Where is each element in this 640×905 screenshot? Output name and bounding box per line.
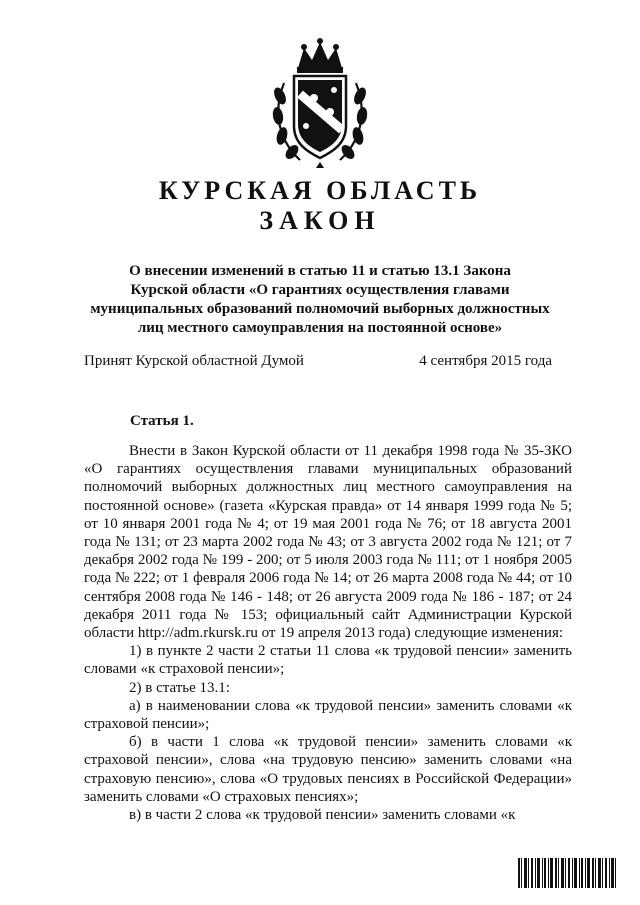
- law-title-line: муниципальных образований полномочий выборных должностных: [90, 301, 550, 317]
- adopted-by: Принят Курской областной Думой: [84, 353, 304, 369]
- article-paragraph: 2) в статье 13.1:: [129, 679, 230, 696]
- article-paragraph: в) в части 2 слова «к трудовой пенсии» заменить словами «к: [129, 807, 516, 824]
- region-name: КУРСКАЯ ОБЛАСТЬ: [158, 176, 482, 205]
- adoption-date: 4 сентября 2015 года: [419, 353, 552, 369]
- article-paragraph: Внести в Закон Курской области от 11 декабря 1998 года № 35-ЗКО «О гарантиях осуществления главами муниципальных образований полномочий выборных должностных лиц местного самоуправления на постоянной основе» (газета «Курская правда» от 14 января 1999 года № 5; от 10 января 2001 года № 4; от 19 мая 2001 года № 76; от 18 августа 2001 года № 131; от 23 марта 2002 года № 43; от 3 августа 2002 года № 121; от 7 декабря 2002 года № 199 - 200; от 5 июля 2003 года № 111; от 1 ноября 2005 года № 222; от 1 февраля 2006 года № 14; от 26 марта 2008 года № 44; от 10 сентября 2008 года № 146 - 148; от 26 августа 2009 года № 186 - 187; от 24 декабря 2011 года № 153; официальный сайт Администрации Курской области http://adm.rkursk.ru от 19 апреля 2013 года) следующие изменения:: [84, 443, 572, 642]
- law-title: [60, 262, 580, 338]
- article-heading: Статья 1.: [130, 413, 194, 429]
- law-title-line: лиц местного самоуправления на постоянной основе»: [137, 320, 503, 336]
- law-title-line: О внесении изменений в статью 11 и статью 13.1 Закона: [129, 263, 511, 279]
- law-title-line: Курской области «О гарантиях осуществления главами: [130, 282, 510, 298]
- document-type: ЗАКОН: [259, 206, 381, 235]
- barcode-icon: [518, 858, 616, 888]
- article-paragraph: б) в части 1 слова «к трудовой пенсии» заменить словами «к страховой пенсии», слова «на трудовую пенсию» заменить словами «на страховую пенсию», слова «О трудовых пенсиях в Российской Федерации» заменить словами «О страховых пенсиях»;: [84, 734, 572, 805]
- coat-of-arms-icon: [270, 38, 370, 168]
- article-body: [84, 442, 572, 824]
- article-paragraph: а) в наименовании слова «к трудовой пенсии» заменить словами «к страховой пенсии»;: [84, 697, 572, 733]
- article-paragraph: 1) в пункте 2 части 2 статьи 11 слова «к трудовой пенсии» заменить словами «к страховой пенсии»;: [84, 643, 572, 678]
